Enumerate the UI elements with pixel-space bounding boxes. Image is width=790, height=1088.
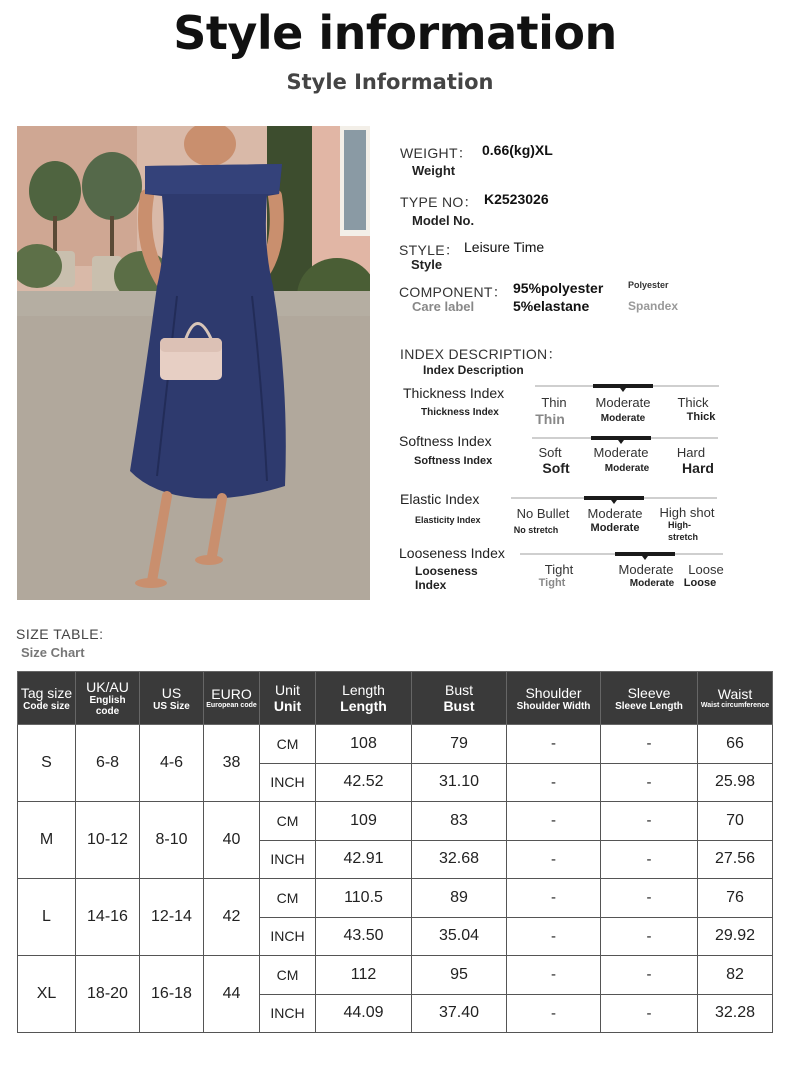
bust-cell: 37.40 [412, 994, 507, 1033]
page-subtitle: Style Information [286, 70, 494, 94]
waist-cell: 25.98 [698, 763, 773, 802]
size-tag: M [18, 802, 76, 879]
bust-cell: 89 [412, 879, 507, 918]
thickness-marker [620, 388, 626, 392]
thickness-opt-1-sub: Thin [535, 411, 565, 427]
sleeve-cell: - [601, 917, 698, 956]
softness-opt-1-sub: Soft [542, 460, 570, 476]
waist-cell: 29.92 [698, 917, 773, 956]
elastic-opt-3-sub: High-stretch [668, 520, 699, 542]
elastic-sub: Elasticity Index [415, 515, 481, 525]
bust-cell: 79 [412, 725, 507, 764]
style-label: STYLE： [399, 242, 460, 258]
size-us: 12-14 [140, 879, 204, 956]
elastic-opt-2: Moderate [587, 506, 643, 521]
size-tag: L [18, 879, 76, 956]
size-uk: 10-12 [76, 802, 140, 879]
shoulder-cell: - [507, 956, 601, 995]
col-shoulder: Shoulder Shoulder Width [507, 672, 601, 725]
elastic-opt-3: High shot [659, 505, 715, 520]
elastic-marker [611, 500, 617, 504]
thickness-sub: Thickness Index [421, 407, 499, 418]
looseness-sub: Looseness Index [415, 564, 478, 592]
thickness-name: Thickness Index [403, 385, 505, 401]
size-table [17, 671, 773, 1033]
index-sub: Index Description [423, 363, 524, 377]
shoulder-cell: - [507, 840, 601, 879]
sleeve-cell: - [601, 956, 698, 995]
bust-cell: 83 [412, 802, 507, 841]
weight-label: WEIGHT： [400, 145, 473, 161]
elastic-opt-2-sub: Moderate [590, 522, 640, 534]
weight-sub: Weight [412, 163, 456, 178]
size-us: 16-18 [140, 956, 204, 1033]
length-cell: 44.09 [316, 994, 412, 1033]
waist-cell: 66 [698, 725, 773, 764]
softness-sub: Softness Index [414, 455, 493, 467]
sleeve-cell: - [601, 994, 698, 1033]
length-cell: 43.50 [316, 917, 412, 956]
style-value: Leisure Time [464, 239, 545, 255]
size-uk: 14-16 [76, 879, 140, 956]
waist-cell: 82 [698, 956, 773, 995]
size-table-sub: Size Chart [21, 645, 85, 660]
length-cell: 110.5 [316, 879, 412, 918]
softness-opt-2: Moderate [593, 445, 649, 460]
bust-cell: 31.10 [412, 763, 507, 802]
looseness-opt-2: Moderate [618, 562, 674, 577]
unit-cell: CM [260, 879, 316, 918]
waist-cell: 32.28 [698, 994, 773, 1033]
looseness-opt-3: Loose [688, 562, 724, 577]
length-cell: 108 [316, 725, 412, 764]
elastic-name: Elastic Index [400, 491, 480, 507]
thickness-opt-3-sub: Thick [686, 411, 716, 423]
sleeve-cell: - [601, 763, 698, 802]
softness-opt-2-sub: Moderate [604, 463, 650, 474]
component-value-2: 5%elastane [513, 298, 590, 314]
unit-cell: INCH [260, 763, 316, 802]
softness-opt-3-sub: Hard [682, 460, 714, 476]
component-value-1: 95%polyester [513, 280, 604, 296]
size-us: 8-10 [140, 802, 204, 879]
bust-cell: 95 [412, 956, 507, 995]
type-no-label: TYPE NO： [400, 194, 478, 210]
softness-opt-3: Hard [676, 445, 706, 460]
length-cell: 42.52 [316, 763, 412, 802]
unit-cell: CM [260, 725, 316, 764]
bust-cell: 35.04 [412, 917, 507, 956]
component-sub: Care label [412, 299, 475, 314]
looseness-opt-2-sub: Moderate [629, 578, 675, 589]
bust-cell: 32.68 [412, 840, 507, 879]
elastic-opt-1-sub: No stretch [513, 525, 559, 535]
size-euro: 38 [204, 725, 260, 802]
looseness-opt-3-sub: Loose [683, 577, 717, 589]
shoulder-cell: - [507, 802, 601, 841]
product-photo [17, 126, 370, 600]
col-sleeve: Sleeve Sleeve Length [601, 672, 698, 725]
col-uk-au: UK/AU English code [76, 672, 140, 725]
table-row [18, 802, 773, 841]
sleeve-cell: - [601, 802, 698, 841]
thickness-opt-3: Thick [677, 395, 709, 410]
size-table-header [18, 672, 773, 725]
unit-cell: INCH [260, 917, 316, 956]
looseness-opt-1: Tight [544, 562, 574, 577]
thickness-opt-1: Thin [541, 395, 567, 410]
col-waist: Waist Waist circumference [698, 672, 773, 725]
looseness-name: Looseness Index [399, 545, 505, 561]
weight-value: 0.66(kg)XL [482, 142, 553, 158]
length-cell: 109 [316, 802, 412, 841]
shoulder-cell: - [507, 879, 601, 918]
length-cell: 42.91 [316, 840, 412, 879]
size-tag: S [18, 725, 76, 802]
thickness-opt-2: Moderate [595, 395, 651, 410]
col-length: Length Length [316, 672, 412, 725]
elastic-opt-1: No Bullet [516, 506, 570, 521]
col-bust: Bust Bust [412, 672, 507, 725]
thickness-opt-2-sub: Moderate [600, 413, 646, 424]
unit-cell: INCH [260, 994, 316, 1033]
size-uk: 18-20 [76, 956, 140, 1033]
shoulder-cell: - [507, 725, 601, 764]
unit-cell: CM [260, 802, 316, 841]
component-label: COMPONENT： [399, 284, 507, 300]
type-no-value: K2523026 [484, 191, 549, 207]
col-tag-size: Tag size Code size [18, 672, 76, 725]
col-euro: EURO European code [204, 672, 260, 725]
size-us: 4-6 [140, 725, 204, 802]
size-euro: 40 [204, 802, 260, 879]
softness-opt-1: Soft [538, 445, 562, 460]
shoulder-cell: - [507, 763, 601, 802]
softness-name: Softness Index [399, 433, 492, 449]
unit-cell: INCH [260, 840, 316, 879]
component-tag-2: Spandex [628, 299, 679, 313]
col-us: US US Size [140, 672, 204, 725]
sleeve-cell: - [601, 840, 698, 879]
size-euro: 44 [204, 956, 260, 1033]
size-table-label: SIZE TABLE: [16, 626, 104, 642]
shoulder-cell: - [507, 994, 601, 1033]
softness-marker [618, 440, 624, 444]
type-no-sub: Model No. [412, 213, 475, 228]
waist-cell: 70 [698, 802, 773, 841]
col-unit: Unit Unit [260, 672, 316, 725]
table-row [18, 956, 773, 995]
style-sub: Style [411, 257, 443, 272]
length-cell: 112 [316, 956, 412, 995]
unit-cell: CM [260, 956, 316, 995]
waist-cell: 76 [698, 879, 773, 918]
size-euro: 42 [204, 879, 260, 956]
waist-cell: 27.56 [698, 840, 773, 879]
table-row [18, 725, 773, 764]
sleeve-cell: - [601, 879, 698, 918]
component-tag-1: Polyester [628, 280, 669, 290]
index-label: INDEX DESCRIPTION： [400, 346, 562, 362]
size-uk: 6-8 [76, 725, 140, 802]
shoulder-cell: - [507, 917, 601, 956]
looseness-marker [642, 556, 648, 560]
page-title: Style information [173, 6, 617, 60]
looseness-opt-1-sub: Tight [538, 577, 566, 589]
table-row [18, 879, 773, 918]
size-tag: XL [18, 956, 76, 1033]
sleeve-cell: - [601, 725, 698, 764]
